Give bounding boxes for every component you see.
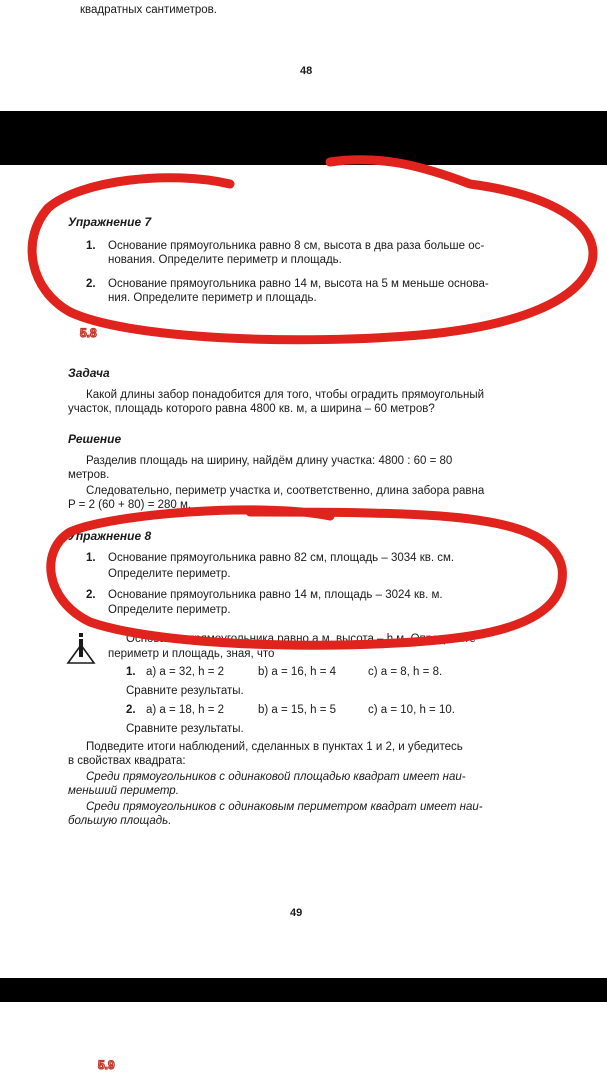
exercise-8-item-1-line-2: Определите периметр. [108, 568, 231, 580]
note-row-1-number: 1. [126, 666, 136, 678]
note-line-2: периметр и площадь, зная, что [108, 648, 275, 660]
note-compare-1: Сравните результаты. [126, 685, 244, 697]
page-number-49: 49 [290, 907, 303, 919]
section-badge-5-9: 5.9 [98, 1058, 115, 1072]
task-line-2: участок, площадь которого равна 4800 кв. м, а ширина – 60 метров? [68, 403, 435, 415]
exercise-7-item-1-line-1: Основание прямоугольника равно 8 см, высота в два раза больше ос- [108, 240, 485, 252]
exercise-7-item-2-line-1: Основание прямоугольника равно 14 м, высота на 5 м меньше основа- [108, 278, 489, 290]
exercise-7-item-2-line-2: ния. Определите периметр и площадь. [108, 292, 317, 304]
page-number-48: 48 [300, 65, 313, 77]
note-row-1-b: b) a = 16, h = 4 [258, 666, 337, 678]
exercise-7-title: Упражнение 7 [68, 215, 152, 229]
note-row-1-c: c) a = 8, h = 8. [368, 666, 443, 678]
summary-line-6: большую площадь. [68, 815, 172, 827]
exercise-8-item-2-number: 2. [86, 589, 96, 601]
solution-line-1: Разделив площадь на ширину, найдём длину участка: 4800 : 60 = 80 [86, 455, 453, 467]
page-48 [0, 0, 607, 111]
summary-line-1: Подведите итоги наблюдений, сделанных в пунктах 1 и 2, и убедитесь [86, 741, 463, 753]
exercise-7-item-2-number: 2. [86, 278, 96, 290]
task-title: Задача [68, 366, 110, 380]
solution-line-3: Следовательно, периметр участка и, соответственно, длина забора равна [86, 485, 485, 497]
note-row-2-a: a) a = 18, h = 2 [146, 704, 225, 716]
note-compare-2: Сравните результаты. [126, 723, 244, 735]
summary-line-4: меньший периметр. [68, 785, 179, 797]
page-50 [0, 1002, 607, 1080]
note-line-1: Основание прямоугольника равно a м, высота – h м. Определите [126, 633, 476, 645]
solution-line-4: P = 2 (60 + 80) = 280 м. [68, 499, 192, 511]
note-row-1-a: a) a = 32, h = 2 [146, 666, 225, 678]
page-49 [0, 165, 607, 978]
summary-line-2: в свойствах квадрата: [68, 755, 186, 767]
note-row-2-number: 2. [126, 704, 136, 716]
note-row-2-c: c) a = 10, h = 10. [368, 704, 455, 716]
info-warning-icon [66, 631, 96, 665]
summary-line-3: Среди прямоугольников с одинаковой площадью квадрат имеет наи- [86, 771, 466, 783]
exercise-8-item-2-line-1: Основание прямоугольника равно 14 м, площадь – 3024 кв. м. [108, 589, 443, 601]
exercise-7-item-1-line-2: нования. Определите периметр и площадь. [108, 254, 342, 266]
solution-line-2: метров. [68, 469, 110, 481]
section-badge-5-8: 5.8 [80, 326, 97, 340]
solution-title: Решение [68, 432, 122, 446]
exercise-8-item-1-number: 1. [86, 552, 96, 564]
note-row-2-b: b) a = 15, h = 5 [258, 704, 337, 716]
exercise-8-item-1-line-1: Основание прямоугольника равно 82 см, площадь – 3034 кв. см. [108, 552, 455, 564]
previous-text-tail: квадратных сантиметров. [80, 4, 217, 16]
exercise-8-title: Упражнение 8 [68, 529, 152, 543]
exercise-8-item-2-line-2: Определите периметр. [108, 604, 231, 616]
summary-line-5: Среди прямоугольников с одинаковым периметром квадрат имеет наи- [86, 801, 483, 813]
exercise-7-item-1-number: 1. [86, 240, 96, 252]
task-line-1: Какой длины забор понадобится для того, чтобы оградить прямоугольный [86, 389, 485, 401]
